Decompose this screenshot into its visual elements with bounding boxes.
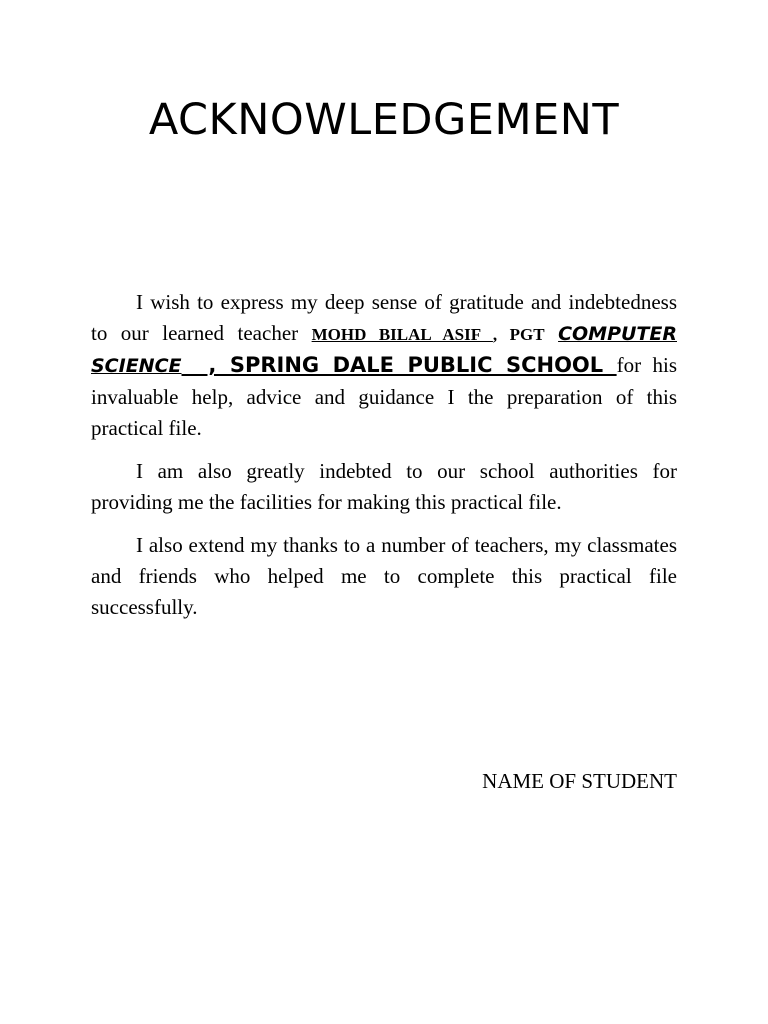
paragraph-gratitude-outro: for his invaluable help, advice and guidance I the preparation of this practical file. [91,353,677,440]
teacher-name: MOHD BILAL ASIF [311,325,493,344]
paragraph-gratitude-intro: I wish to express my deep sense of gratitude and indebtedness to our learned teacher [91,290,677,345]
teacher-designation: , PGT [492,325,545,344]
paragraph-thanks: I also extend my thanks to a number of teachers, my classmates and friends who helped me to complete this practical file successfully. [91,533,677,619]
acknowledgement-body [91,287,677,635]
paragraph-authorities: I am also greatly indebted to our school authorities for providing me the facilities for making this practical file. [91,459,677,514]
teacher-subject: COMPUTER SCIENCE [91,323,677,377]
student-signature: NAME OF STUDENT [482,769,677,793]
paragraph-gratitude [91,287,677,444]
school-name: , SPRING DALE PUBLIC SCHOOL [181,353,617,377]
page-title: ACKNOWLEDGEMENT [148,95,620,145]
